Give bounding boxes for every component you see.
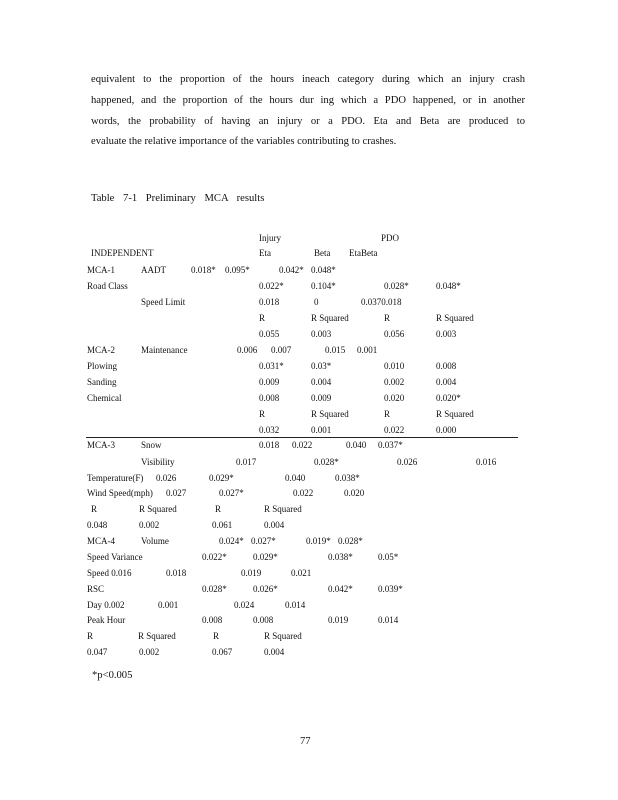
table-cell: MCA-3 <box>87 440 116 450</box>
table-cell: 0.001 <box>357 345 378 355</box>
table-cell: Road Class <box>87 281 128 291</box>
table-cell: Maintenance <box>141 345 188 355</box>
table-cell: 0.040 <box>346 440 367 450</box>
table-cell: MCA-1 <box>87 265 116 275</box>
table-cell: 0.028* <box>384 281 409 291</box>
table-cell: 0.004 <box>264 520 285 530</box>
table-cell: R Squared <box>264 504 302 514</box>
table-cell: 0.006 <box>237 345 258 355</box>
table-rule <box>86 437 518 438</box>
table-cell: R Squared <box>139 504 177 514</box>
table-cell: 0.007 <box>271 345 292 355</box>
table-cell: MCA-4 <box>87 536 116 546</box>
table-cell: R <box>384 313 391 323</box>
table-cell: 0.028* <box>338 536 363 546</box>
paragraph-line: equivalent to the proportion of the hours ineach category during which an injury crash <box>91 74 525 85</box>
table-cell: 0.022* <box>259 281 284 291</box>
table-cell: Sanding <box>87 377 117 387</box>
page-number: 77 <box>300 736 311 747</box>
table-cell: 0.022 <box>292 440 313 450</box>
table-cell: MCA-2 <box>87 345 116 355</box>
header-pdo: PDO <box>381 233 400 243</box>
table-cell: 0.067 <box>212 647 233 657</box>
table-cell: 0.104* <box>311 281 336 291</box>
table-cell: R <box>259 313 266 323</box>
table-cell: 0.027 <box>166 488 187 498</box>
table-cell: 0.026* <box>253 584 278 594</box>
table-caption: Table 7-1 Preliminary MCA results <box>91 193 265 204</box>
table-cell: Plowing <box>87 361 118 371</box>
table-cell: AADT <box>141 265 166 275</box>
table-cell: 0.008 <box>259 393 280 403</box>
table-cell: Wind Speed(mph) <box>87 488 153 498</box>
table-cell: Volume <box>141 536 169 546</box>
table-cell: 0.009 <box>259 377 280 387</box>
table-cell: 0.042* <box>279 265 304 275</box>
header-beta: Beta <box>314 248 331 258</box>
table-cell: 0 <box>314 297 319 307</box>
table-cell: 0.018 <box>259 297 280 307</box>
table-cell: 0.022 <box>293 488 314 498</box>
table-cell: RSC <box>87 584 105 594</box>
table-cell: 0.038* <box>335 473 360 483</box>
header-etabeta: EtaBeta <box>349 248 378 258</box>
table-cell: 0.026 <box>156 473 177 483</box>
table-cell: 0.056 <box>384 329 405 339</box>
table-cell: Speed Limit <box>141 297 186 307</box>
table-cell: 0.027* <box>251 536 276 546</box>
table-cell: 0.03* <box>311 361 332 371</box>
table-cell: Visibility <box>141 457 175 467</box>
table-cell: 0.061 <box>212 520 233 530</box>
table-cell: 0.028* <box>314 457 339 467</box>
table-cell: R Squared <box>436 313 474 323</box>
table-cell: 0.020* <box>436 393 461 403</box>
table-cell: 0.004 <box>264 647 285 657</box>
table-cell: Temperature(F) <box>87 473 144 483</box>
table-cell: 0.002 <box>384 377 405 387</box>
table-cell: Speed Variance <box>87 552 143 562</box>
table-cell: 0.048 <box>87 520 108 530</box>
table-cell: Chemical <box>87 393 122 403</box>
table-cell: 0.018* <box>191 265 216 275</box>
table-cell: R Squared <box>311 409 349 419</box>
table-cell: 0.020 <box>384 393 405 403</box>
table-cell: 0.016 <box>476 457 497 467</box>
header-independent: INDEPENDENT <box>91 248 154 258</box>
table-cell: 0.001 <box>158 600 179 610</box>
table-footnote: *p<0.005 <box>92 670 133 681</box>
table-cell: 0.039* <box>378 584 403 594</box>
table-cell: 0.019* <box>306 536 331 546</box>
paragraph-line: happened, and the proportion of the hours dur ing which a PDO happened, or in another <box>91 94 525 106</box>
header-eta: Eta <box>259 248 271 258</box>
table-cell: R <box>215 504 222 514</box>
table-cell: 0.018 <box>259 440 280 450</box>
table-cell: 0.017 <box>236 457 257 467</box>
table-cell: 0.019 <box>241 568 262 578</box>
table-cell: 0.048* <box>311 265 336 275</box>
table-cell: 0.015 <box>325 345 346 355</box>
table-cell: 0.047 <box>87 647 108 657</box>
table-cell: 0.048* <box>436 281 461 291</box>
table-cell: R <box>259 409 266 419</box>
table-cell: 0.000 <box>436 425 457 435</box>
table-cell: 0.031* <box>259 361 284 371</box>
table-cell: 0.003 <box>436 329 457 339</box>
table-cell: 0.014 <box>378 615 399 625</box>
table-cell: 0.004 <box>311 377 332 387</box>
table-cell: 0.018 <box>166 568 187 578</box>
table-cell: 0.020 <box>344 488 365 498</box>
paragraph-line: words, the probability of having an injury or a PDO. Eta and Beta are produced to <box>91 115 525 127</box>
table-cell: Peak Hour <box>87 615 126 625</box>
table-cell: 0.024 <box>234 600 255 610</box>
table-cell: 0.014 <box>285 600 306 610</box>
table-cell: 0.026 <box>397 457 418 467</box>
table-cell: 0.028* <box>202 584 227 594</box>
table-cell: 0.0370.018 <box>361 297 402 307</box>
table-cell: Day 0.002 <box>87 600 125 610</box>
table-cell: 0.040 <box>285 473 306 483</box>
table-cell: R <box>91 504 98 514</box>
header-injury: Injury <box>259 233 281 243</box>
table-cell: R <box>213 631 220 641</box>
table-cell: 0.095* <box>225 265 250 275</box>
table-cell: 0.004 <box>436 377 457 387</box>
body-paragraph <box>91 70 525 153</box>
table-cell: 0.010 <box>384 361 405 371</box>
table-cell: 0.029* <box>253 552 278 562</box>
table-cell: 0.008 <box>436 361 457 371</box>
table-cell: 0.002 <box>139 647 160 657</box>
table-cell: 0.05* <box>378 552 399 562</box>
table-cell: 0.019 <box>328 615 349 625</box>
table-cell: 0.003 <box>311 329 332 339</box>
table-cell: 0.055 <box>259 329 280 339</box>
table-cell: 0.042* <box>328 584 353 594</box>
table-cell: 0.008 <box>253 615 274 625</box>
table-cell: 0.029* <box>209 473 234 483</box>
table-cell: 0.021 <box>291 568 312 578</box>
table-cell: 0.032 <box>259 425 280 435</box>
table-cell: 0.038* <box>328 552 353 562</box>
table-cell: 0.022* <box>202 552 227 562</box>
table-cell: Speed 0.016 <box>87 568 132 578</box>
paragraph-line: evaluate the relative importance of the variables contributing to crashes. <box>91 136 397 148</box>
table-cell: R Squared <box>264 631 302 641</box>
table-cell: R Squared <box>311 313 349 323</box>
table-cell: 0.008 <box>202 615 223 625</box>
table-cell: R Squared <box>436 409 474 419</box>
table-cell: 0.022 <box>384 425 405 435</box>
table-cell: R Squared <box>138 631 176 641</box>
table-cell: 0.009 <box>311 393 332 403</box>
table-cell: 0.001 <box>311 425 332 435</box>
table-cell: 0.024* <box>219 536 244 546</box>
table-cell: Snow <box>141 440 162 450</box>
table-cell: 0.002 <box>139 520 160 530</box>
table-cell: R <box>384 409 391 419</box>
table-cell: 0.037* <box>378 440 403 450</box>
table-cell: R <box>87 631 94 641</box>
table-cell: 0.027* <box>219 488 244 498</box>
